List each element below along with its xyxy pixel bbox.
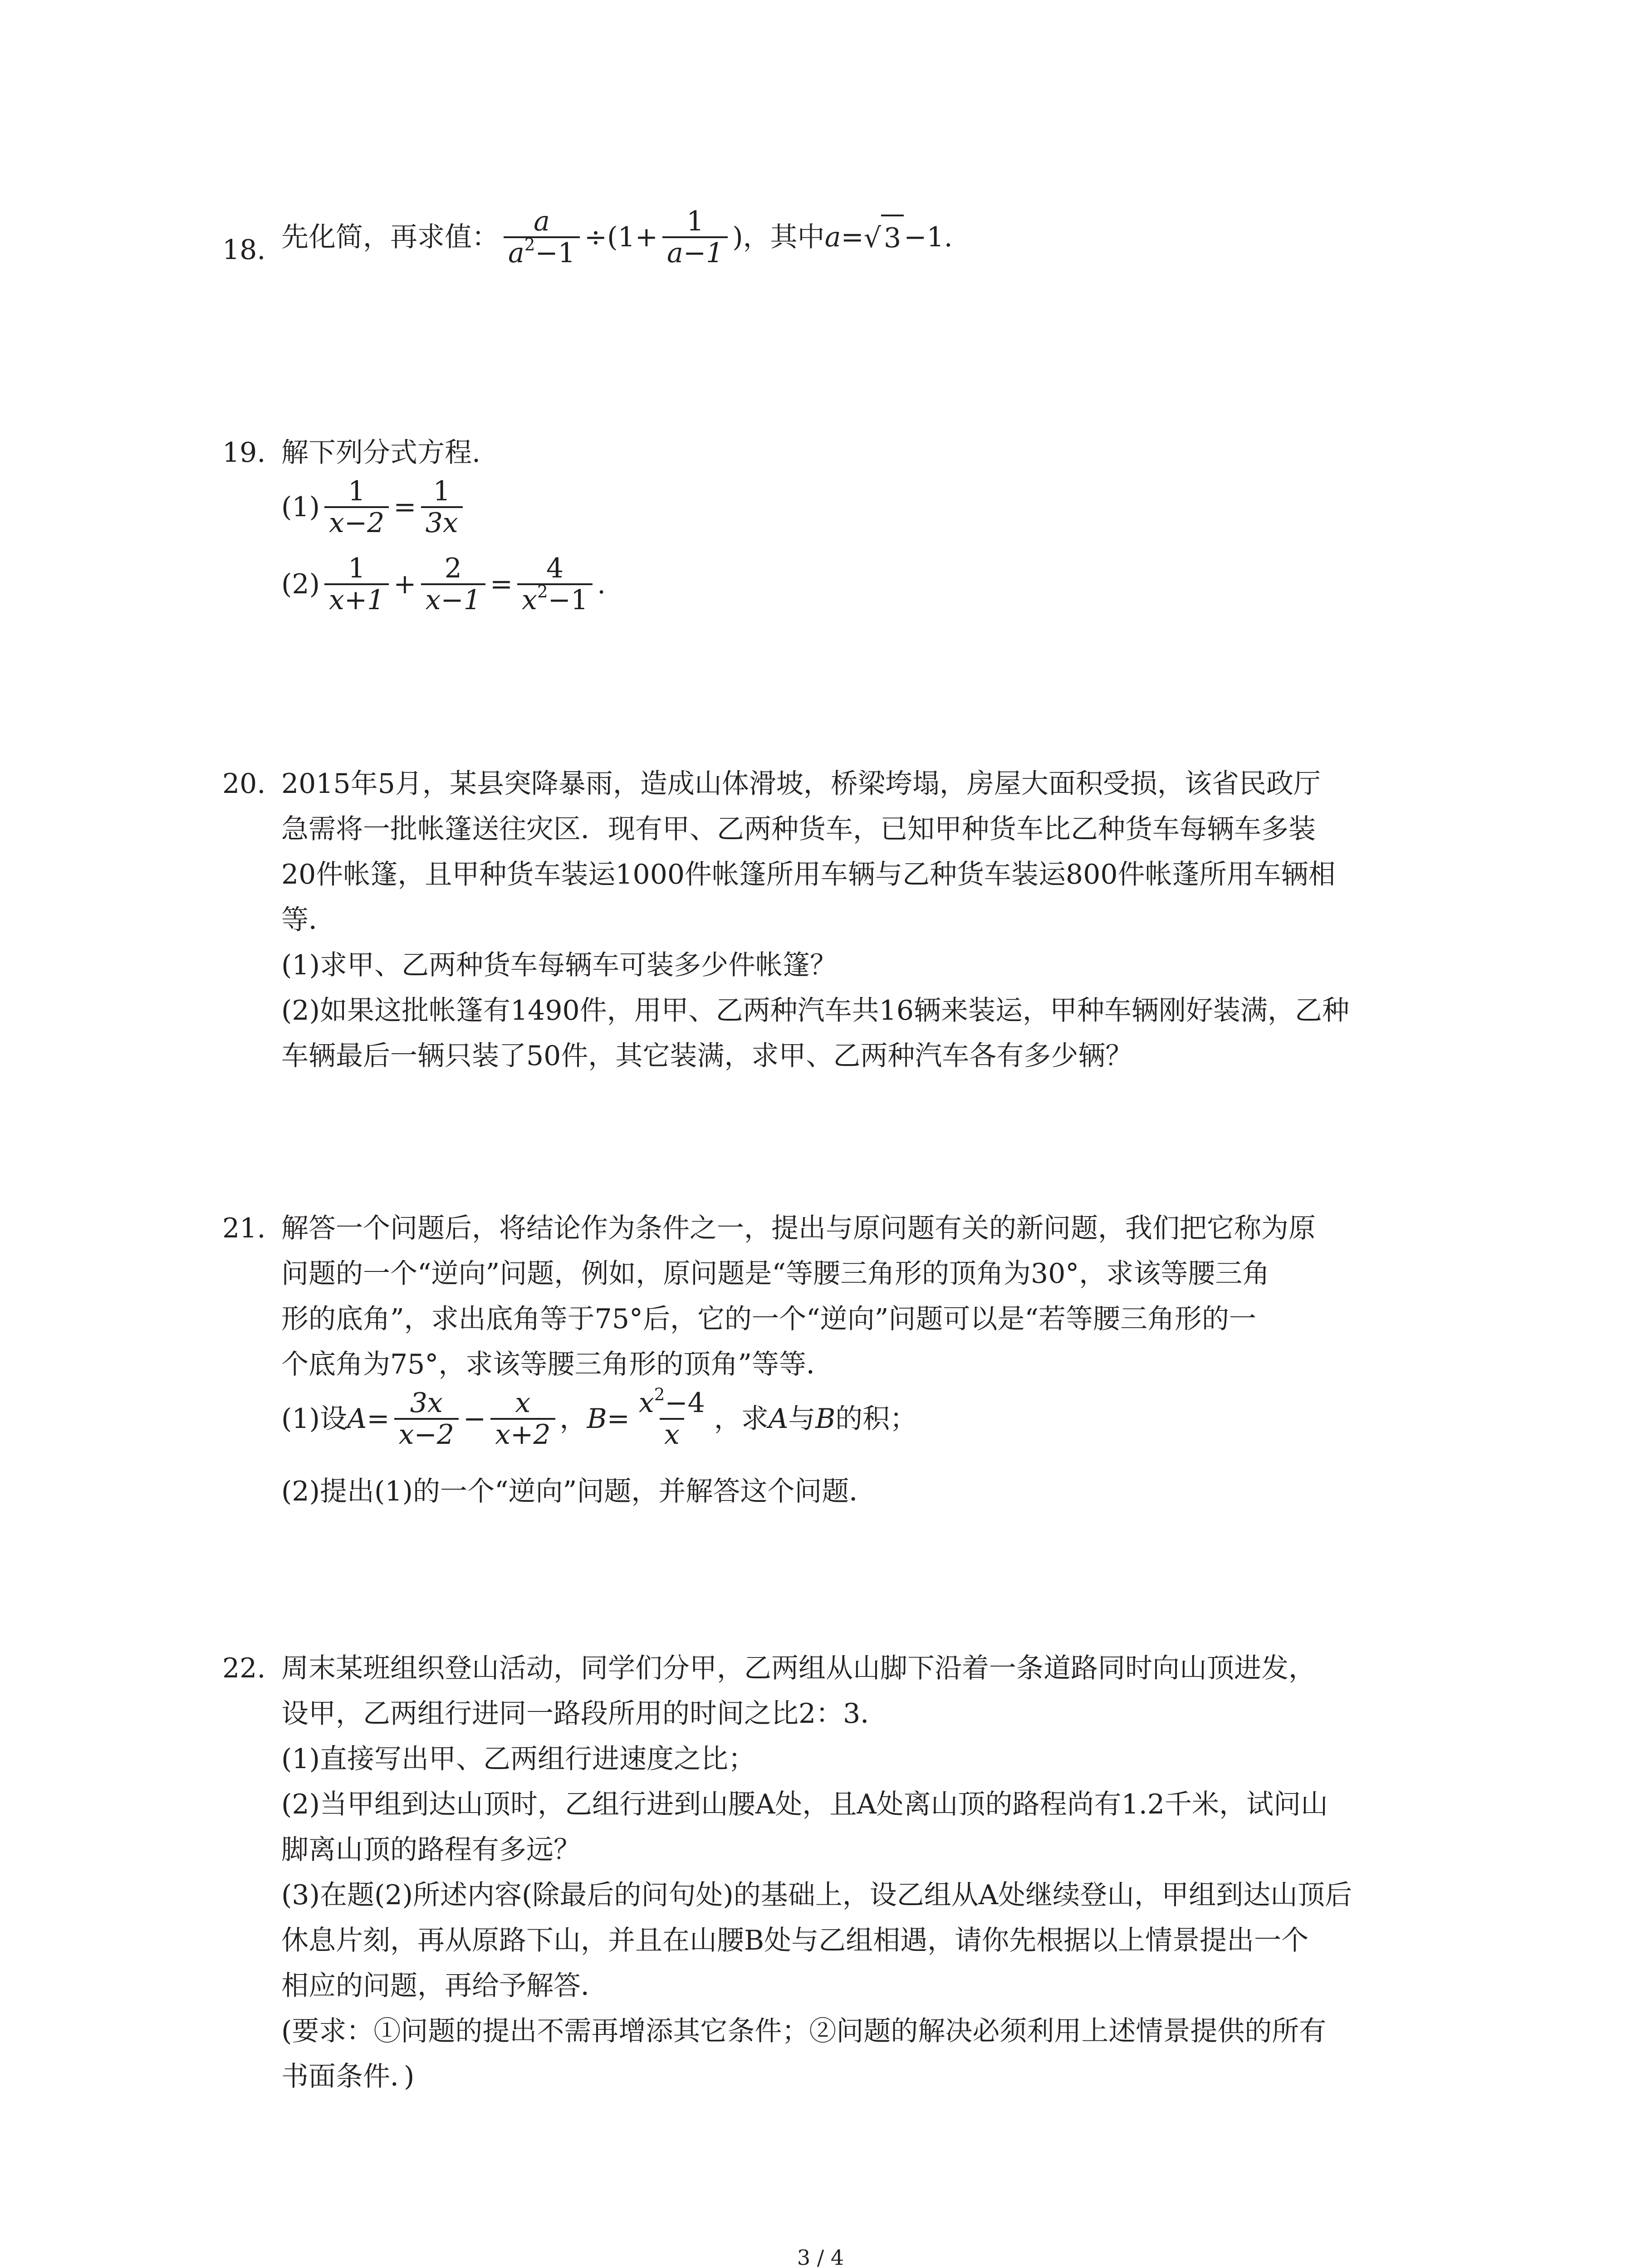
text-line: 形的底角”，求出底角等于75°后，它的一个“逆向”问题可以是“若等腰三角形的一 [281, 1303, 1257, 1335]
text-line: (1)求甲、乙两种货车每辆车可装多少件帐篷？ [281, 949, 837, 981]
question-20 [222, 762, 1447, 1107]
text-line: 脚离山顶的路程有多远？ [281, 1834, 581, 1866]
fraction: $\frac{3x}{x-2}$ [394, 1388, 459, 1450]
fraction: $\frac{x^2-4}{x}$ [638, 1384, 705, 1451]
q19-part-2: (2) $\frac{1}{x+1}$ + $\frac{2}{x-1}$ = $\frac{4}{x^2-1}$ . [281, 552, 606, 616]
fraction: $\frac{4}{x^2-1}$ [517, 553, 593, 615]
text-line: 周末某班组织登山活动，同学们分甲，乙两组从山脚下沿着一条道路同时向山顶进发， [281, 1652, 1316, 1684]
fraction: $\frac{1}{a-1}$ [662, 206, 728, 268]
text-line: 急需将一批帐篷送往灾区．现有甲、乙两种货车，已知甲种货车比乙种货车每辆车多装 [281, 813, 1316, 845]
text-line: 解答一个问题后，将结论作为条件之一，提出与原问题有关的新问题，我们把它称为原 [281, 1212, 1316, 1244]
text-line: 书面条件．) [281, 2061, 415, 2092]
text-line: 相应的问题，再给予解答． [281, 1970, 608, 2002]
question-number: 21. [222, 1212, 266, 1244]
question-22 [222, 1647, 1447, 2123]
fraction: $\frac{x}{x+2}$ [490, 1388, 555, 1450]
fraction: $\frac{1}{x+1}$ [324, 553, 389, 615]
text-line: 车辆最后一辆只装了50件，其它装满，求甲、乙两种汽车各有多少辆？ [281, 1040, 1133, 1072]
question-21 [222, 1207, 1447, 1524]
q19-part-1: (1) $\frac{1}{x-2}$ = $\frac{1}{3x}$ [281, 476, 467, 538]
text-line: 设甲，乙两组行进同一路段所用的时间之比2：3． [281, 1698, 888, 1730]
text-line: 等． [281, 904, 336, 936]
text-line: (1)直接写出甲、乙两组行进速度之比； [281, 1743, 755, 1775]
text-line: (2)提出(1)的一个“逆向”问题，并解答这个问题． [281, 1476, 877, 1507]
fraction: $\frac{1}{3x}$ [421, 476, 463, 538]
text-line: (3)在题(2)所述内容(除最后的问句处)的基础上，设乙组从A处继续登山，甲组到达山顶后 [281, 1879, 1352, 1911]
text-line: 个底角为75°，求该等腰三角形的顶角”等等． [281, 1349, 834, 1380]
text-line: 20件帐篷，且甲种货车装运1000件帐篷所用车辆与乙种货车装运800件帐蓬所用车辆相 [281, 859, 1336, 890]
q19-title: 解下列分式方程. [281, 437, 481, 469]
question-number: 18. [222, 234, 266, 266]
text-line: 2015年5月，某县突降暴雨，造成山体滑坡，桥梁垮塌，房屋大面积受损，该省民政厅 [281, 768, 1321, 800]
text-line: 问题的一个“逆向”问题，例如，原问题是“等腰三角形的顶角为30°，求该等腰三角 [281, 1258, 1270, 1290]
page-number: 3 / 4 [797, 2245, 844, 2268]
q18-expression: 先化简，再求值： $\frac{a}{a^2-1}$ ÷(1+ $\frac{1}{a-1}$ )，其中 a = √ 3 −1. [281, 205, 953, 269]
fraction: $\frac{2}{x-1}$ [421, 553, 485, 615]
question-18 [222, 206, 1447, 297]
square-root: √ 3 [864, 215, 904, 260]
text-line: (2)当甲组到达山顶时，乙组行进到山腰A处，且A处离山顶的路程尚有1.2千米，试问山 [281, 1789, 1328, 1820]
text-line: 休息片刻，再从原路下山，并且在山腰B处与乙组相遇，请你先根据以上情景提出一个 [281, 1925, 1309, 1956]
q21-part-1: (1)设 A = $\frac{3x}{x-2}$ − $\frac{x}{x+2}$ ， B = $\frac{x^2-4}{x}$ ，求 A 与 B 的积； [281, 1384, 917, 1451]
question-number: 19. [222, 437, 266, 469]
fraction: $\frac{1}{x-2}$ [324, 476, 389, 538]
fraction: $\frac{a}{a^2-1}$ [504, 206, 580, 268]
question-number: 22. [222, 1652, 266, 1684]
question-19 [222, 431, 1447, 621]
text-line: (2)如果这批帐篷有1490件，用甲、乙两种汽车共16辆来装运，甲种车辆刚好装满，乙种 [281, 995, 1350, 1026]
text-line: (要求：①问题的提出不需再增添其它条件；②问题的解决必须利用上述情景提供的所有 [281, 2015, 1327, 2047]
question-number: 20. [222, 768, 266, 800]
